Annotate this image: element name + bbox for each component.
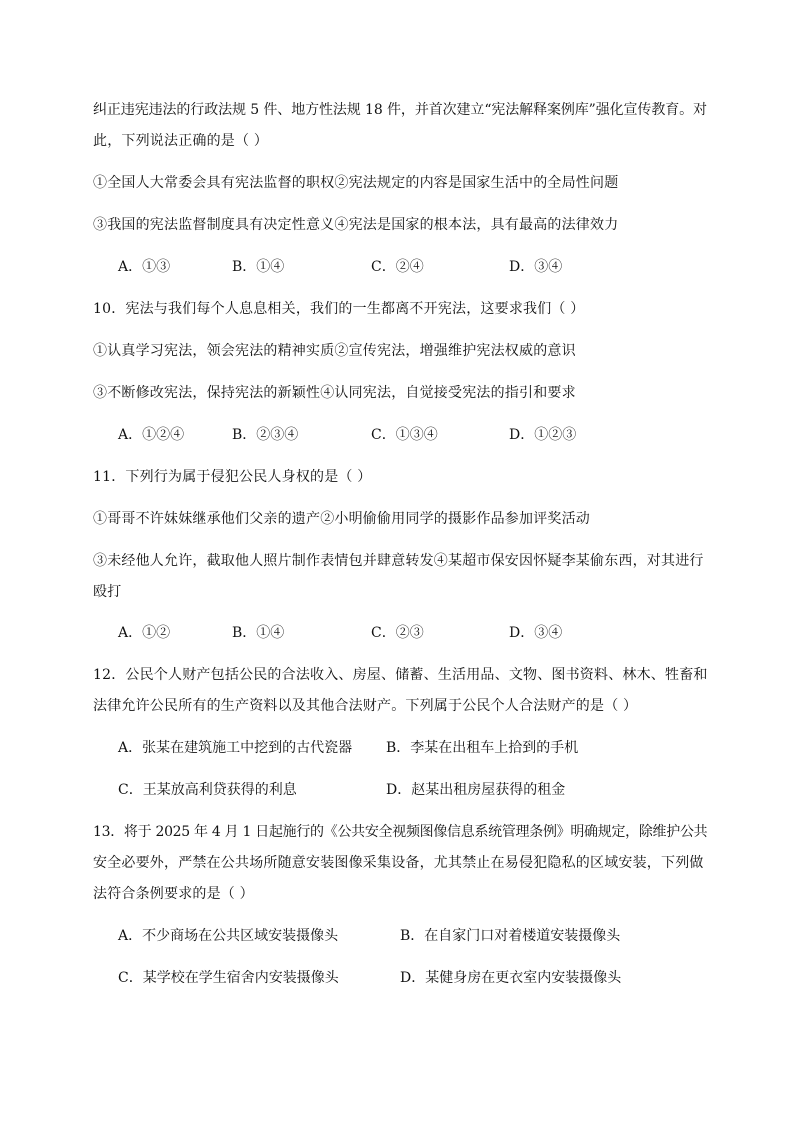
- q13-option-b[interactable]: B．在自家门口对着楼道安装摄像头: [400, 928, 621, 944]
- q12-stem-line-2: 法律允许公民所有的生产资料以及其他合法财产。下列属于公民个人合法财产的是（ ）: [93, 698, 638, 714]
- q11-option-d[interactable]: D．③④: [509, 625, 563, 641]
- q12-option-d[interactable]: D．赵某出租房屋获得的租金: [386, 782, 566, 798]
- q11-option-c[interactable]: C．②③: [371, 625, 424, 641]
- q9-stem-line-2: 此，下列说法正确的是（ ）: [93, 133, 269, 149]
- q13-option-a[interactable]: A．不少商场在公共区域安装摄像头: [118, 928, 339, 944]
- q13-stem-line-1: 13．将于 2025 年 4 月 1 日起施行的《公共安全视频图像信息系统管理条例》明确规定，除维护公共: [93, 824, 708, 840]
- q11-option-b[interactable]: B．①④: [232, 625, 285, 641]
- q12-stem-line-1: 12．公民个人财产包括公民的合法收入、房屋、储蓄、生活用品、文物、图书资料、林木、牲畜和: [93, 667, 708, 683]
- q9-stem-line-1: 纠正违宪违法的行政法规 5 件、地方性法规 18 件，并首次建立“宪法解释案例库”强化宣传教育。对: [93, 102, 707, 118]
- q12-option-b[interactable]: B．李某在出租车上拾到的手机: [386, 740, 579, 756]
- q9-option-d[interactable]: D．③④: [509, 259, 563, 275]
- q13-stem-line-2: 安全必要外，严禁在公共场所随意安装图像采集设备，尤其禁止在易侵犯隐私的区域安装，下列做: [93, 855, 704, 871]
- q10-statement-2: ③不断修改宪法，保持宪法的新颖性④认同宪法，自觉接受宪法的指引和要求: [93, 385, 576, 401]
- q9-option-a[interactable]: A．①③: [118, 259, 171, 275]
- q9-statement-1: ①全国人大常委会具有宪法监督的职权②宪法规定的内容是国家生活中的全局性问题: [93, 175, 619, 191]
- q13-option-d[interactable]: D．某健身房在更衣室内安装摄像头: [400, 970, 622, 986]
- q10-option-c[interactable]: C．①③④: [371, 427, 438, 443]
- q10-stem: 10．宪法与我们每个人息息相关，我们的一生都离不开宪法，这要求我们（ ）: [93, 301, 585, 317]
- q10-option-a[interactable]: A．①②④: [118, 427, 185, 443]
- q11-stem: 11．下列行为属于侵犯公民人身权的是（ ）: [93, 469, 372, 485]
- q13-stem-line-3: 法符合条例要求的是（ ）: [93, 886, 254, 902]
- q11-statement-1: ①哥哥不许妹妹继承他们父亲的遗产②小明偷偷用同学的摄影作品参加评奖活动: [93, 511, 590, 527]
- q10-statement-1: ①认真学习宪法，领会宪法的精神实质②宣传宪法，增强维护宪法权威的意识: [93, 343, 576, 359]
- q10-option-d[interactable]: D．①②③: [509, 427, 577, 443]
- q10-option-b[interactable]: B．②③④: [232, 427, 299, 443]
- q12-option-a[interactable]: A．张某在建筑施工中挖到的古代瓷器: [118, 740, 353, 756]
- q11-statement-2: ③未经他人允许，截取他人照片制作表情包并肆意转发④某超市保安因怀疑李某偷东西，对其进行: [93, 553, 704, 569]
- q9-statement-2: ③我国的宪法监督制度具有决定性意义④宪法是国家的根本法，具有最高的法律效力: [93, 217, 619, 233]
- q9-option-c[interactable]: C．②④: [371, 259, 424, 275]
- q13-option-c[interactable]: C．某学校在学生宿舍内安装摄像头: [118, 970, 339, 986]
- q11-option-a[interactable]: A．①②: [118, 625, 171, 641]
- q12-option-c[interactable]: C．王某放高利贷获得的利息: [118, 782, 297, 798]
- q9-option-b[interactable]: B．①④: [232, 259, 285, 275]
- q11-statement-2-cont: 殴打: [93, 584, 122, 600]
